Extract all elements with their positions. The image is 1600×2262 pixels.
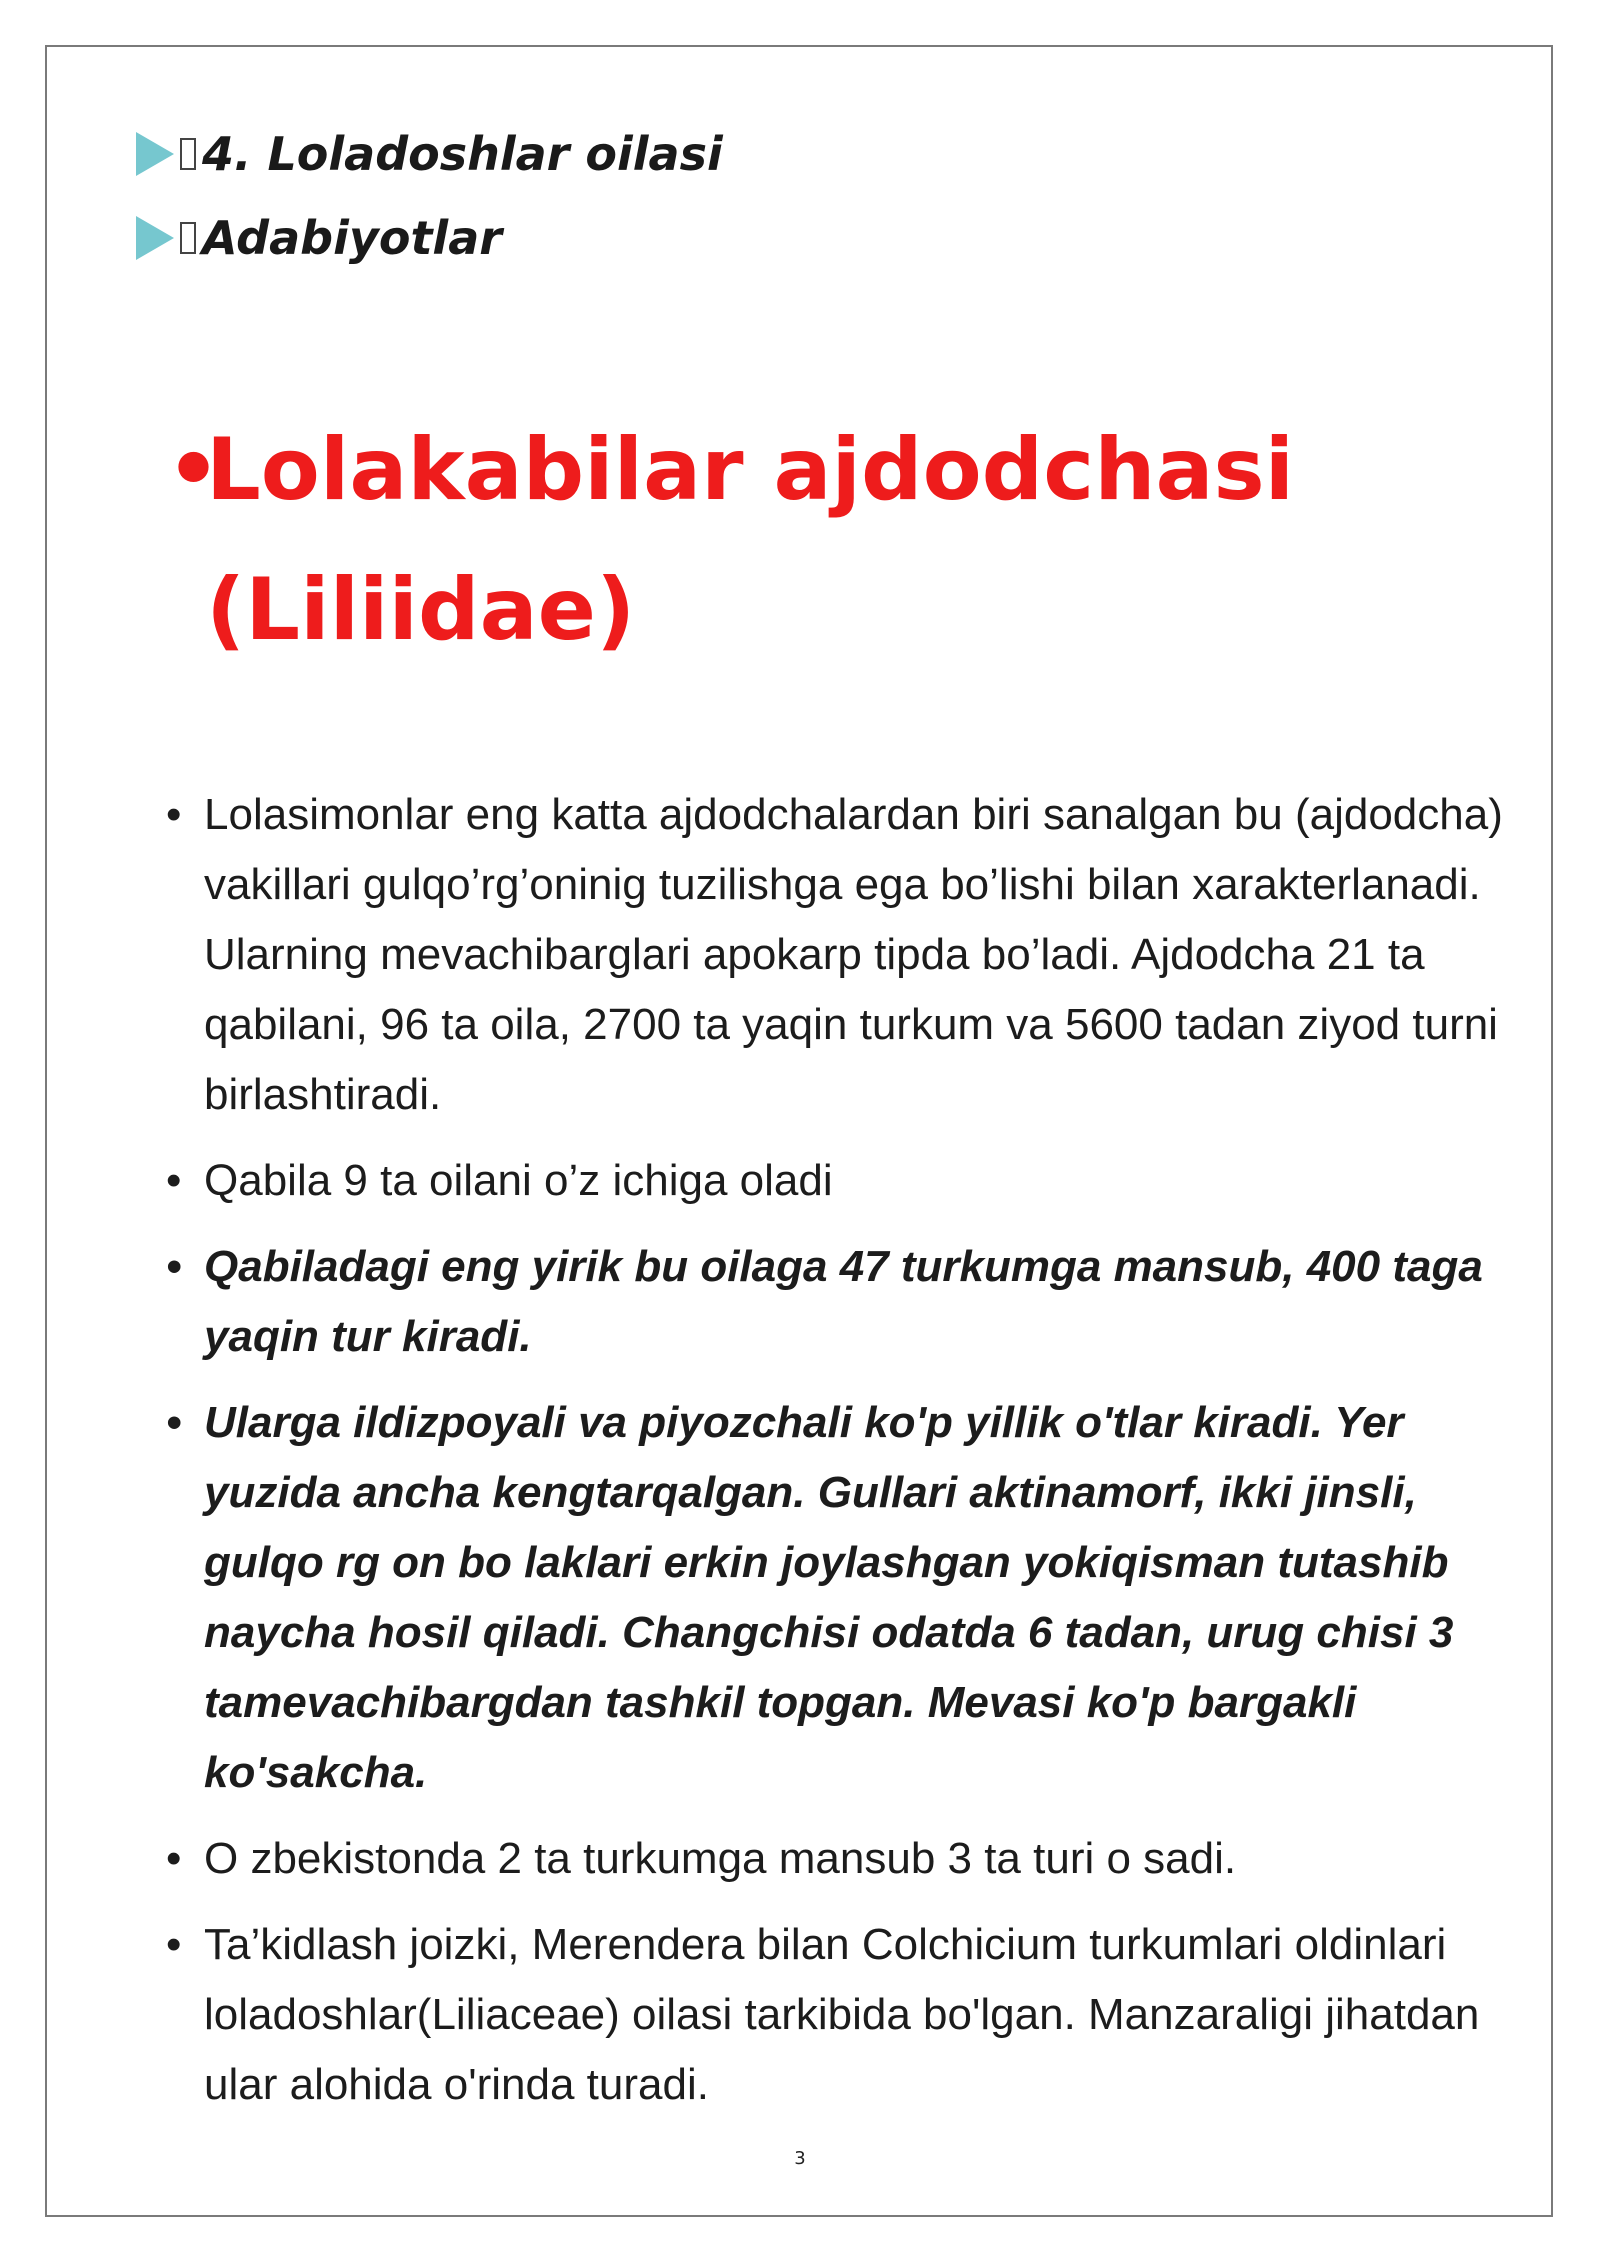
arrow-right-icon xyxy=(136,216,174,260)
heading-line-2: (Liliidae) xyxy=(206,560,636,660)
body-bullet-list xyxy=(166,780,1516,2136)
list-item: • O zbekistonda 2 ta turkumga mansub 3 ta turi o sadi. xyxy=(166,1824,1516,1894)
toc-item-label: Adabiyotlar xyxy=(202,211,502,265)
arrow-right-icon xyxy=(136,132,174,176)
missing-glyph-icon xyxy=(180,138,196,170)
missing-glyph-icon xyxy=(180,222,196,254)
page-number: 3 xyxy=(794,2148,806,2169)
table-of-contents xyxy=(136,112,723,280)
list-item: • Qabiladagi eng yirik bu oilaga 47 turkumga mansub, 400 taga yaqin tur kiradi. xyxy=(166,1232,1516,1372)
list-item: • Ularga ildizpoyali va piyozchali ko'p yillik o'tlar kiradi. Yer yuzida ancha kengtarqalgan. Gullari aktinamorf, ikki jinsli, gulqo rg on bo laklari erkin joylashgan yokiqisman tutashib naycha hosil qiladi. Changchisi odatda 6 tadan, urug chisi 3 tamevachibargdan tashkil topgan. Mevasi ko'p bargakli ko'sakcha. xyxy=(166,1388,1516,1808)
toc-item[interactable] xyxy=(136,112,723,196)
section-heading xyxy=(166,400,1466,680)
toc-item-label: 4. Loladoshlar oilasi xyxy=(202,127,723,181)
toc-item[interactable] xyxy=(136,196,723,280)
heading-line-1: Lolakabilar ajdodchasi xyxy=(206,420,1295,520)
list-item: • Qabila 9 ta oilani o’z ichiga oladi xyxy=(166,1146,1516,1216)
list-item: • Lolasimonlar eng katta ajdodchalardan biri sanalgan bu (ajdodcha) vakillari gulqo’rg’oninig tuzilishga ega bo’lishi bilan xarakterlanadi. Ularning mevachibarglari apokarp tipda bo’ladi. Ajdodcha 21 ta qabilani, 96 ta oila, 2700 ta yaqin turkum va 5600 tadan ziyod turni birlashtiradi. xyxy=(166,780,1516,1130)
heading-bullet: • xyxy=(166,420,221,520)
list-item: • Ta’kidlash joizki, Merendera bilan Colchicium turkumlari oldinlari loladoshlar(Liliaceae) oilasi tarkibida bo'lgan. Manzaraligi jihatdan ular alohida o'rinda turadi. xyxy=(166,1910,1516,2120)
